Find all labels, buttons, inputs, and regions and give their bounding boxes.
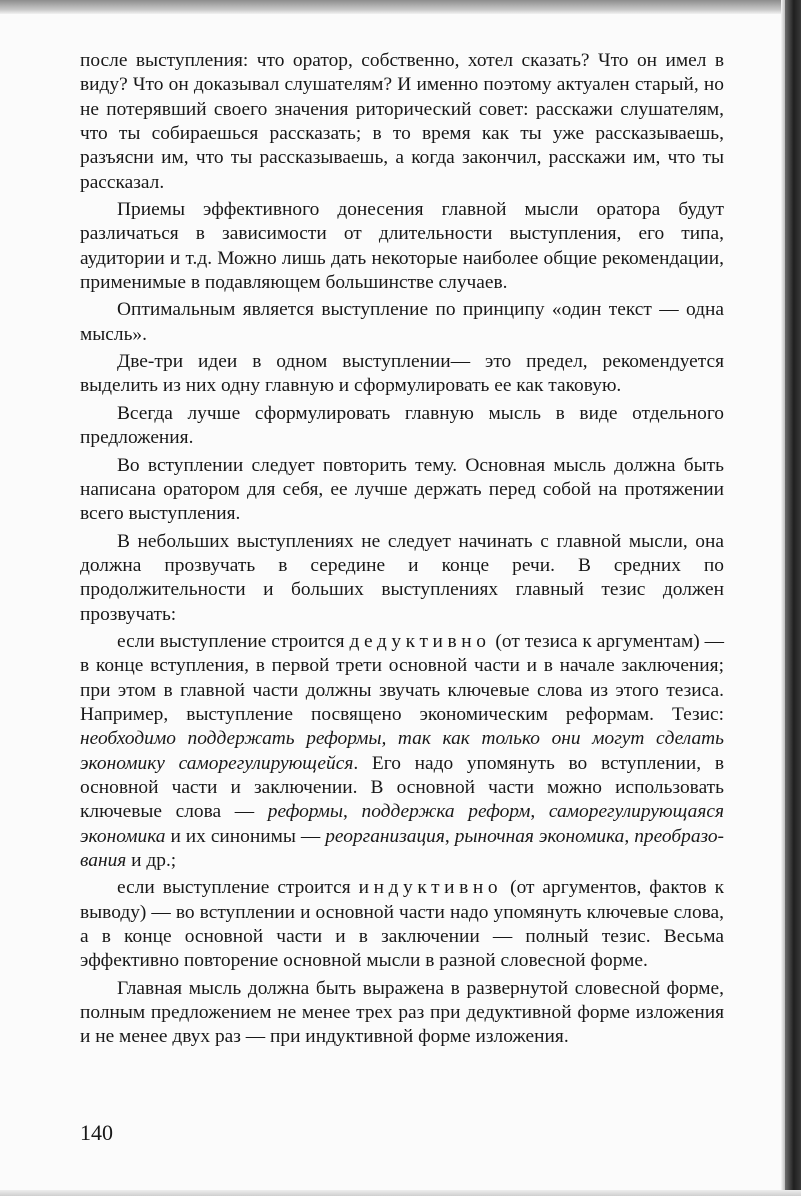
page-number: 140 [80, 1120, 113, 1145]
text-run: (от тезиса к аргументам) — в конце вступления, в первой трети основной части и в начале заключения; при этом в главной части должны звучать ключевые слова из этого тезиса. Например, выступление посвящено экономическим реформам. Тезис: [80, 630, 725, 725]
text-run: . Его надо упомянуть во вступлении, в основной части и заключении. В основной части можно использовать ключевые слова — [80, 752, 724, 823]
paragraph [80, 49, 724, 195]
paragraph [80, 298, 724, 347]
text-run: Оптимальным является выступление по принципу «один текст — одна мысль». [80, 299, 724, 345]
text-run: , [624, 825, 635, 847]
spaced-term: индуктивно [358, 877, 503, 899]
italic-phrase: необходимо поддержать реформы, так как только они могут сделать экономику саморегулирующейся [80, 728, 724, 774]
scan-top-edge [0, 0, 786, 14]
paragraph [80, 198, 724, 295]
text-run: В небольших выступлениях не следует начинать с главной мысли, она должна прозвучать в середине и конце речи. В средних по продолжительности и больших выступлениях главный тезис должен прозвучать: [80, 530, 724, 625]
text-run: Всегда лучше сформулировать главную мысль в виде отдельного предложения. [80, 402, 724, 449]
text-run: , [444, 825, 455, 847]
paragraph [80, 530, 724, 627]
italic-phrase: реорганизация [325, 825, 445, 847]
text-run: (от аргументов, фактов к выводу) — во вступлении и основной части надо упомянуть ключевые слова, а в конце основной части и в заключении — полный тезис. Весьма эффективно повторение основной мысли в разной словесной форме. [80, 877, 725, 972]
italic-phrase: рыночная экономика [454, 825, 625, 847]
paragraph [80, 876, 724, 973]
text-run: и др.; [126, 850, 177, 871]
text-run: , [343, 801, 362, 823]
scan-bottom-edge [0, 1190, 801, 1196]
paragraph [80, 350, 724, 399]
text-run: Главная мысль должна быть выражена в развернутой словесной форме, полным предложением не менее трех раз при дедуктивной форме изложения и не менее двух раз — при индуктивной форме изложения. [80, 977, 724, 1048]
text-run: и их синонимы — [165, 825, 326, 847]
text-run: после выступления: что оратор, собственно, хотел сказать? Что он имел в виду? Что он доказывал слушателям? И именно поэтому актуален старый, но не потерявший своего значения риторический совет: расскажи слушателям, что ты собираешься рассказать; в то время как ты уже рассказываешь, разъясни им, что ты рассказываешь, а когда закончил, расскажи им, что ты рассказал. [80, 50, 724, 193]
text-run: если выступление строится [117, 877, 359, 899]
italic-phrase: поддержка реформ [361, 801, 531, 823]
book-spine-shadow [785, 0, 801, 1196]
body-text [80, 49, 724, 1053]
text-run: Приемы эффективного донесения главной мысли оратора будут различаться в зависимости от длительности выступления, его типа, аудитории и т.д. Можно лишь дать некоторые наиболее общие рекомендации, применимые в подавляющем большинстве случаев. [80, 199, 724, 294]
paragraph [80, 402, 724, 451]
spaced-term: дедуктивно [349, 630, 491, 652]
paragraph [80, 977, 724, 1050]
text-run: , [530, 801, 549, 823]
text-run: Во вступлении следует повторить тему. Основная мысль должна быть написана оратором для себя, ее лучше держать перед собой на протяжении всего выступления. [80, 454, 724, 525]
paragraph [80, 630, 724, 873]
text-run: если выступление строится [117, 630, 350, 652]
text-run: Две-три идеи в одном выступлении— это предел, рекомендуется выделить из них одну главную и сформулировать ее как таковую. [80, 351, 724, 397]
italic-phrase: реформы [267, 801, 344, 823]
paragraph [80, 454, 724, 527]
italic-phrase: саморегулирующаяся экономика [80, 801, 725, 847]
italic-phrase: преобразования [80, 825, 724, 871]
